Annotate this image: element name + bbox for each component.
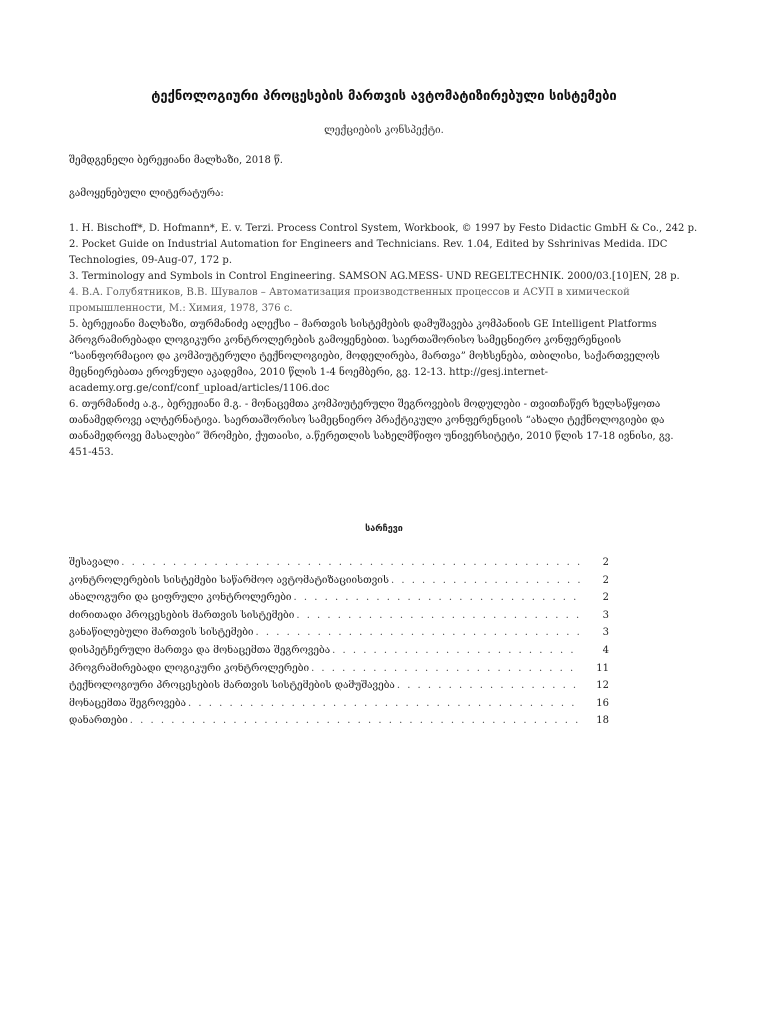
toc-entry-page: 11 [596,662,609,674]
toc-title: სარჩევი [365,524,403,534]
toc-leader-dots [188,698,581,709]
toc-leader-dots [391,575,581,586]
toc-entry[interactable] [69,680,609,698]
toc-leader-dots [121,557,581,568]
toc-leader-dots [311,663,581,674]
reference-list [69,221,699,461]
toc-entry[interactable] [69,645,609,663]
toc-leader-dots [294,592,581,603]
document-title: ტექნოლოგიური პროცესების მართვის ავტომატიზირებული სისტემები [151,89,617,104]
toc-entry-label: ტექნოლოგიური პროცესების მართვის სისტემების დამუშავება [69,680,395,692]
toc-leader-dots [296,610,581,621]
toc-entry-label: დანართები [69,715,128,727]
reference-item: 6. თურმანიძე ა.გ., ბერეჟიანი მ.გ. - მონაცემთა კომპიუტერული შეგროვების მოდულები - თვითჩაწერ ხელსაწყოთა თანამედროვე ალტერნატივა. საერთაშორისო სამეცნიერო პრაქტიკული კონფერენციის “ახალი ტექნოლოგიები და თანამედროვე მასალები” შრომები, ქუთაისი, ა.წერეთლის სახელმწიფო უნივერსიტეტი, 2010 წლის 17-18 ივნისი, გვ. 451-453. [69,399,674,458]
toc-entry[interactable] [69,592,609,610]
toc-leader-dots [256,627,581,638]
table-of-contents [69,557,609,733]
toc-entry-label: მონაცემთა შეგროვება [69,697,187,709]
toc-entry-label: ანალოგური და ციფრული კონტროლერები [69,592,292,604]
reference-item: 2. Pocket Guide on Industrial Automation for Engineers and Technicians. Rev. 1.04, Edited by Sshrinivas Medida. IDC Technologies, 09-Aug-07, 172 p. [69,239,668,266]
toc-entry-page: 16 [596,697,609,709]
toc-entry-page: 3 [602,609,609,621]
literature-heading: გამოყენებული ლიტერატურა: [69,188,224,199]
reference-item: 4. В.А. Голубятников, В.В. Шувалов – Автоматизация производственных процессов и АСУП в химической промышленности, М.: Химия, 1978, 376 с. [69,287,630,314]
toc-entry-page: 12 [596,680,609,692]
toc-entry-page: 4 [602,644,609,656]
reference-item: 3. Terminology and Symbols in Control Engineering. SAMSON AG.MESS- UND REGELTECHNIK. 2000/03.[10]EN, 28 p. [69,271,680,282]
toc-entry[interactable] [69,557,609,575]
toc-entry[interactable] [69,575,609,593]
document-subtitle: ლექციების კონსპექტი. [324,125,444,136]
toc-entry-page: 2 [602,557,609,568]
toc-entry-label: ძირითადი პროცესების მართვის სისტემები [69,609,295,621]
toc-entry-page: 18 [596,715,609,727]
toc-leader-dots [332,645,581,656]
toc-entry-label: შესავალი [69,557,120,568]
toc-entry[interactable] [69,715,609,733]
author-line: შემდგენელი ბერეჟიანი მალხაზი, 2018 წ. [69,155,283,166]
toc-entry-label: განაწილებული მართვის სისტემები [69,627,254,639]
toc-entry[interactable] [69,663,609,681]
toc-entry-page: 2 [602,592,609,604]
toc-entry-label: პროგრამირებადი ლოგიკური კონტროლერები [69,662,310,674]
toc-entry-page: 2 [602,574,609,586]
toc-leader-dots [130,715,581,726]
toc-entry[interactable] [69,698,609,716]
toc-entry-page: 3 [602,627,609,639]
toc-entry[interactable] [69,627,609,645]
toc-entry-label: კონტროლერების სისტემები საწარმოო ავტომატიზაციისთვის [69,574,389,586]
reference-item: 1. H. Bischoff*, D. Hofmann*, E. v. Terzi. Process Control System, Workbook, © 1997 by Festo Didactic GmbH & Co., 242 p. [69,223,698,234]
toc-entry-label: დისპეტჩერული მართვა და მონაცემთა შეგროვება [69,644,331,656]
toc-entry[interactable] [69,610,609,628]
toc-leader-dots [397,680,581,691]
reference-item: 5. ბერეჟიანი მალხაზი, თურმანიძე ალექსი – მართვის სისტემების დამუშავება კომპანიის GE Intelligent Platforms პროგრამირებადი ლოგიკური კონტროლერების გამოყენებით. საერთაშორისო სამეცნიერო კონფერენციის “საინფორმაციო და კომპიუტერული ტექნოლოგიები, მოდელირება, მართვა” მოხსენება, თბილისი, საქართველოს მეცნიერებათა ეროვნული აკადემია, 2010 წლის 1-4 ნოემბერი, გვ. 12-13. http://gesj.internet-academy.org.ge/conf/conf_upload/articles/1106.doc [69,319,660,394]
